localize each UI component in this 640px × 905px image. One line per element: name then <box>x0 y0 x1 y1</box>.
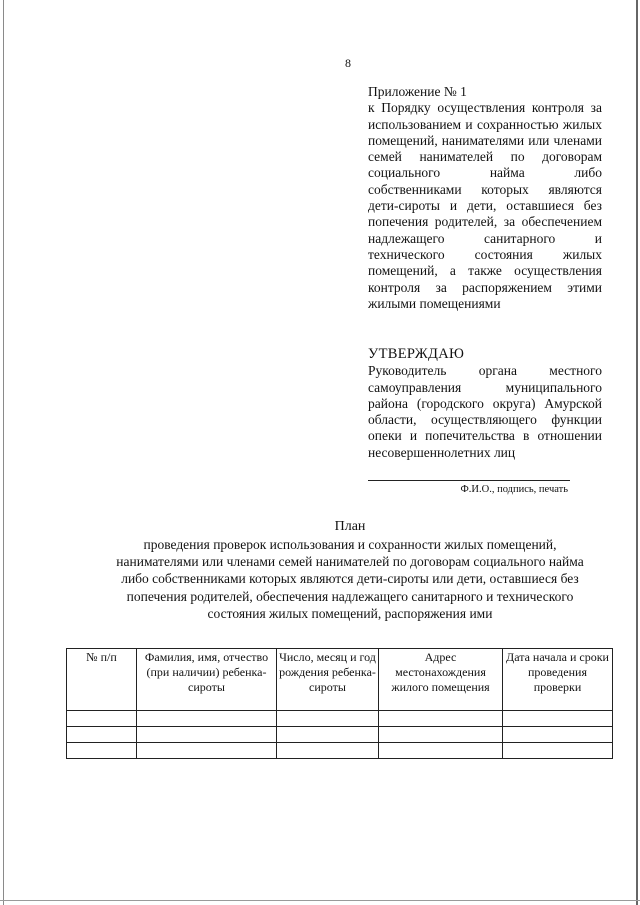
table-row <box>67 727 613 743</box>
signature-caption: Ф.И.О., подпись, печать <box>460 484 568 495</box>
header-birth-date: Число, месяц и год рождения ребенка-сироты <box>277 649 379 711</box>
table-cell <box>503 727 613 743</box>
table-cell <box>503 711 613 727</box>
scan-bottom-edge <box>0 900 640 901</box>
signature-line <box>368 480 570 481</box>
page-number: 8 <box>345 56 351 70</box>
appendix-body: к Порядку осуществления контроля за использованием и сохранностью жилых помещений, нанимателями или членами семей нанимателей по договорам социального найма либо собственниками которых являются дети-сироты и дети, оставшиеся без попечения родителей, за обеспечением надлежащего санитарного и технического состояния жилых помещений, а также осуществления контроля за распоряжением этими жилыми помещениями <box>368 100 602 311</box>
header-number: № п/п <box>67 649 137 711</box>
header-full-name: Фамилия, имя, отчество (при наличии) ребенка-сироты <box>137 649 277 711</box>
header-inspection-dates: Дата начала и сроки проведения проверки <box>503 649 613 711</box>
table-cell <box>277 743 379 759</box>
table-cell <box>67 711 137 727</box>
table-cell <box>137 727 277 743</box>
table-cell <box>67 727 137 743</box>
table-cell <box>137 711 277 727</box>
approval-heading: УТВЕРЖДАЮ <box>368 346 465 362</box>
table-cell <box>379 743 503 759</box>
scan-left-edge <box>3 0 4 905</box>
approval-block <box>368 346 602 461</box>
table-header-row <box>67 649 613 711</box>
scan-right-edge <box>636 0 638 905</box>
table-row <box>67 711 613 727</box>
plan-title: План <box>334 519 366 534</box>
appendix-title: Приложение № 1 <box>368 84 467 99</box>
inspection-plan-table <box>66 648 613 759</box>
table-cell <box>277 727 379 743</box>
table-cell <box>67 743 137 759</box>
plan-subtitle: проведения проверок использования и сохранности жилых помещений, нанимателями или членами семей нанимателей по договорам социального найма либо собственниками которых являются дети-сироты или дети, оставшиеся без попечения родителей, обеспечения надлежащего санитарного и технического состояния жилых помещений, распоряжения ими <box>116 537 584 621</box>
table-cell <box>277 711 379 727</box>
table-cell <box>379 727 503 743</box>
table-cell <box>379 711 503 727</box>
table-cell <box>503 743 613 759</box>
header-address: Адрес местонахождения жилого помещения <box>379 649 503 711</box>
approval-body: Руководитель органа местного самоуправления муниципального района (городского округа) Амурской области, осуществляющего функции опеки и попечительства в отношении несовершеннолетних лиц <box>368 363 602 460</box>
table-cell <box>137 743 277 759</box>
appendix-block <box>368 84 602 312</box>
table-row <box>67 743 613 759</box>
